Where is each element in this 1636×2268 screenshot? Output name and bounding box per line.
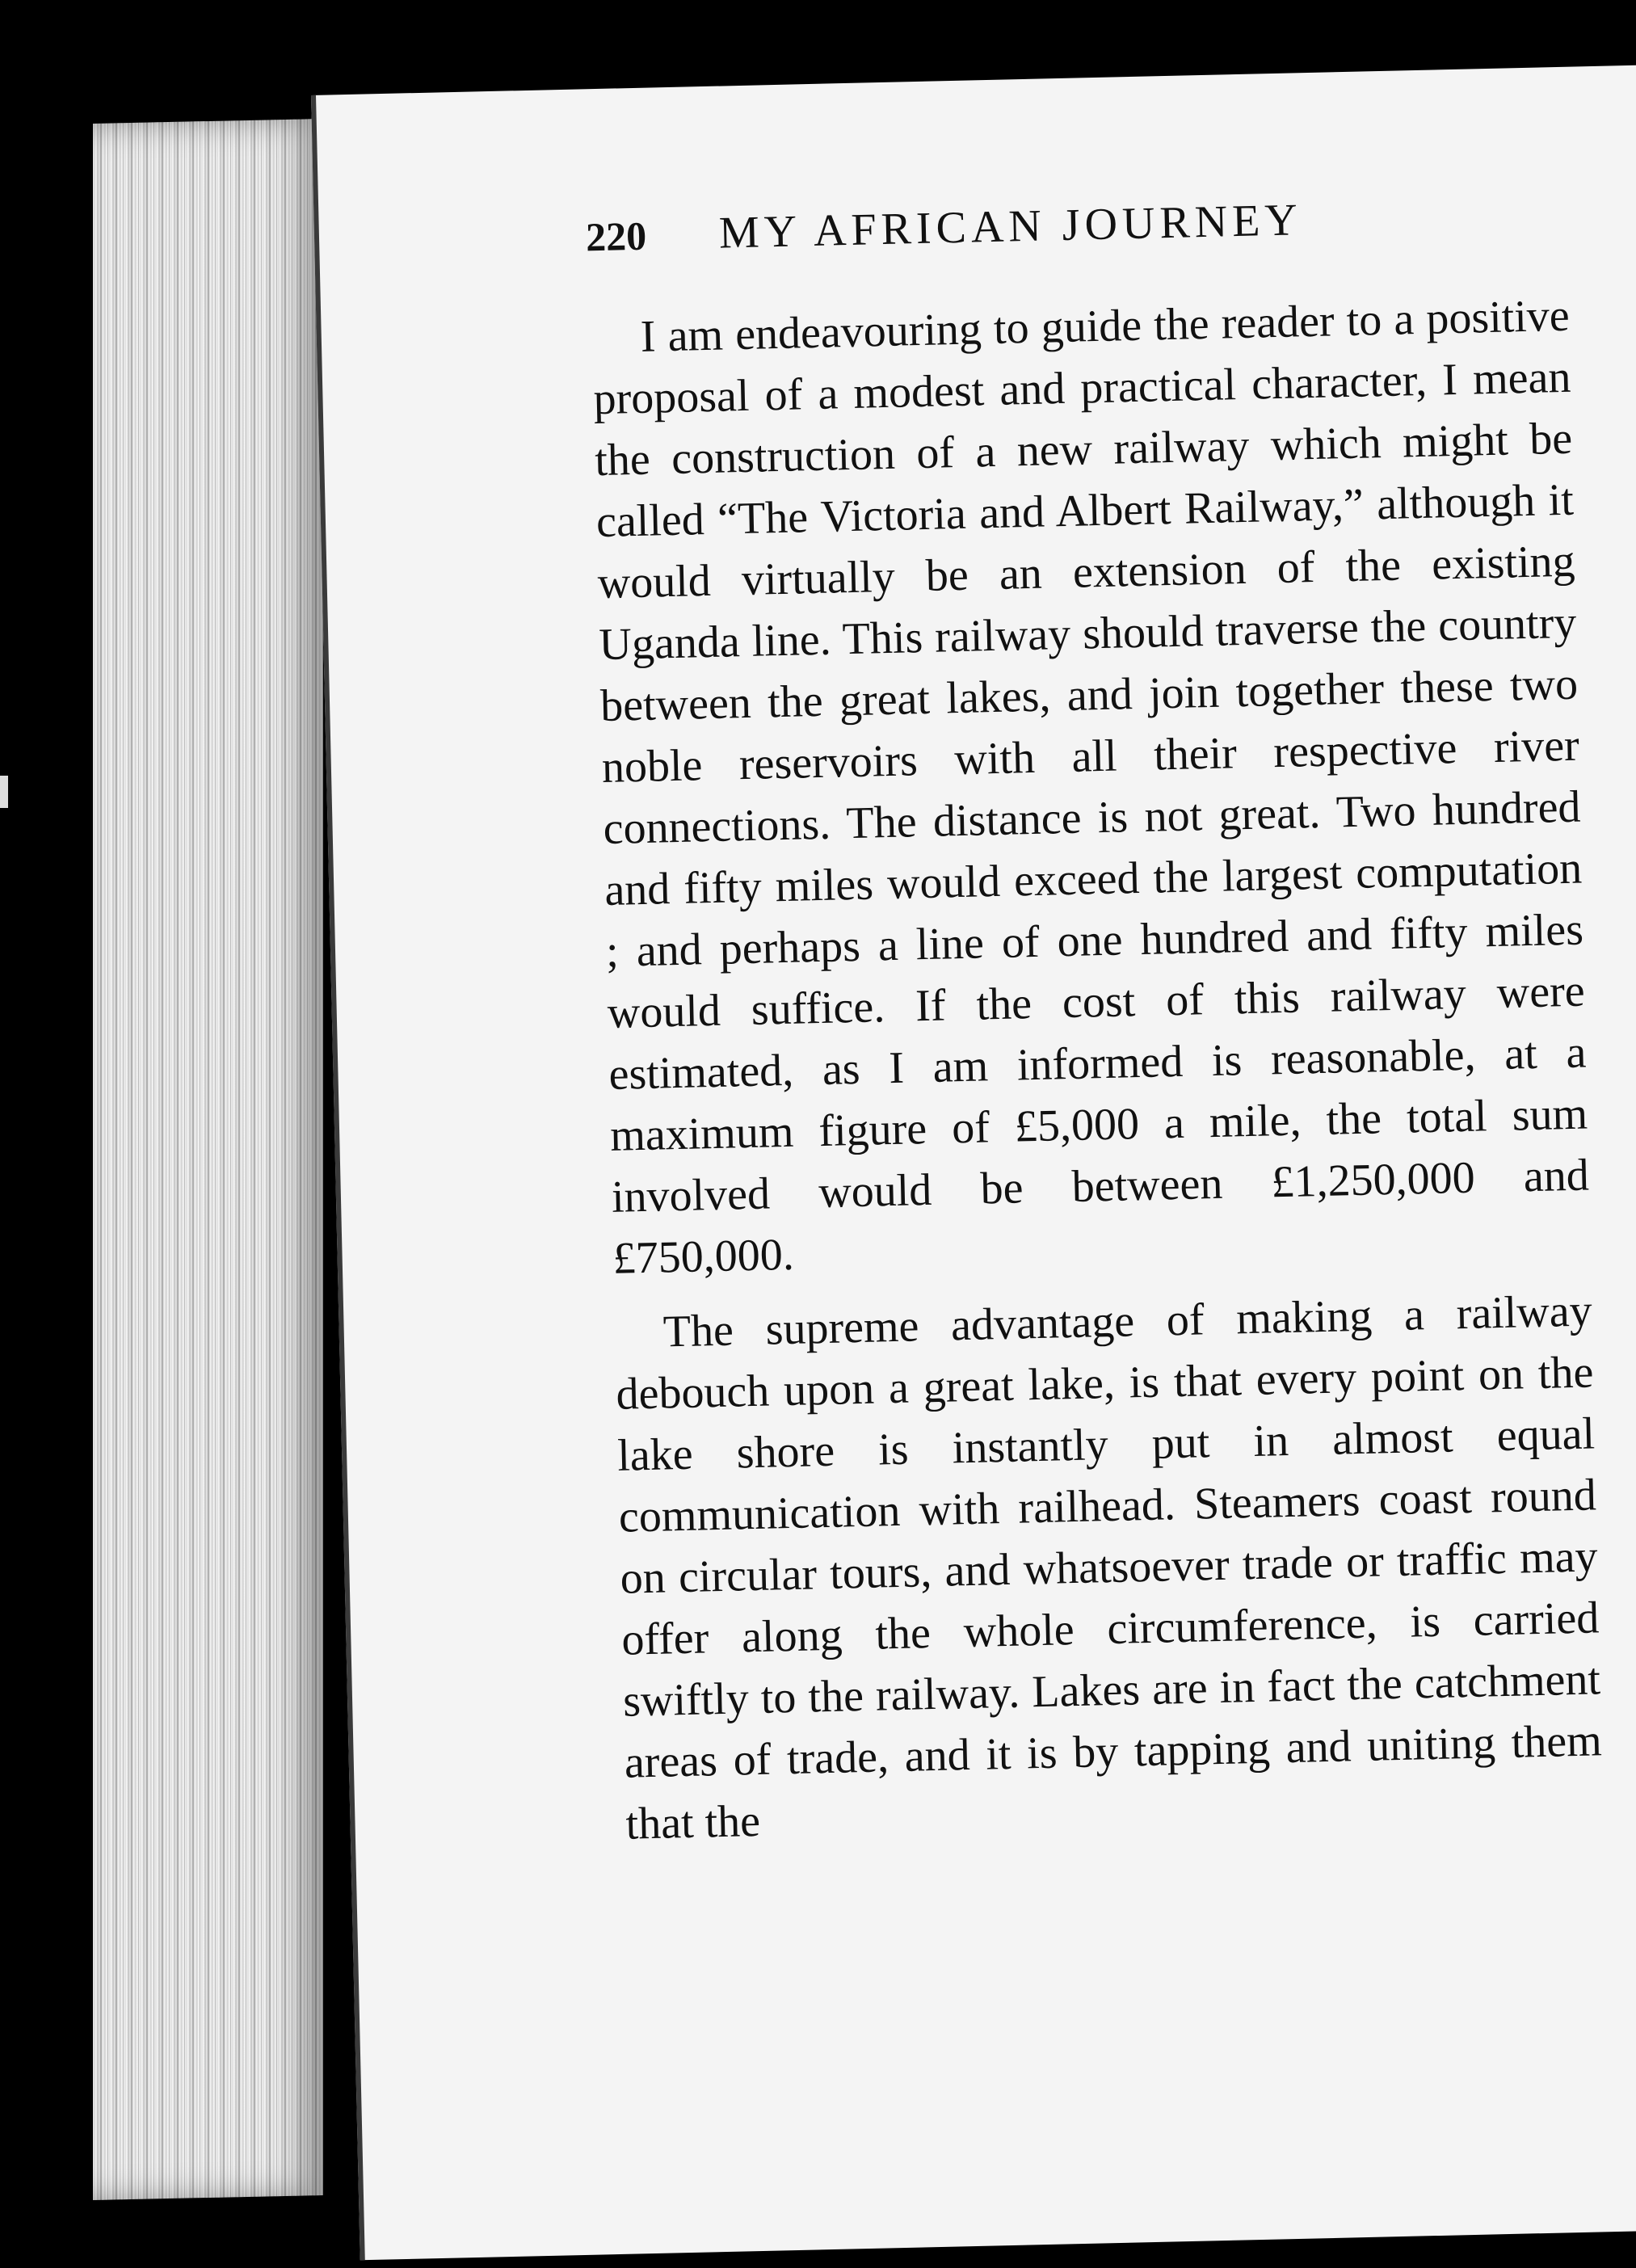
paragraph-2: The supreme advantage of making a railway debouch upon a great lake, is that every point on the lake shore is instantly put in almost equal communication with railhead. Steamers coast round on circular tours, and whatsoever trade or traffic may offer along the whole circumference, is carried swiftly to the railway. Lakes are in fact the catchment areas of trade, and it is by tapping and uniting them that the <box>615 1285 1603 1849</box>
page-number: 220 <box>585 212 647 260</box>
scan-artifact <box>0 776 8 808</box>
book-page <box>311 65 1636 2261</box>
page-body <box>591 285 1604 1868</box>
page-header <box>585 192 1394 284</box>
page-edges <box>93 119 323 2200</box>
paragraph-1: I am endeavouring to guide the reader to a positive proposal of a modest and practical character, I mean the construction of a new railway which might be called “The Victoria and Albert Railway,” although it would virtually be an extension of the existing Uganda line. This railway should traverse the country between the great lakes, and join together these two noble reservoirs with all their respective river connections. The distance is not great. Two hundred and fifty miles would exceed the largest computation ; and perhaps a line of one hundred and fifty miles would suffice. If the cost of this railway were estimated, as I am informed is reasonable, at a maximum figure of £5,000 a mile, the total sum involved would be between £1,250,000 and £750,000. <box>592 290 1590 1284</box>
running-head: MY AFRICAN JOURNEY <box>718 195 1303 259</box>
